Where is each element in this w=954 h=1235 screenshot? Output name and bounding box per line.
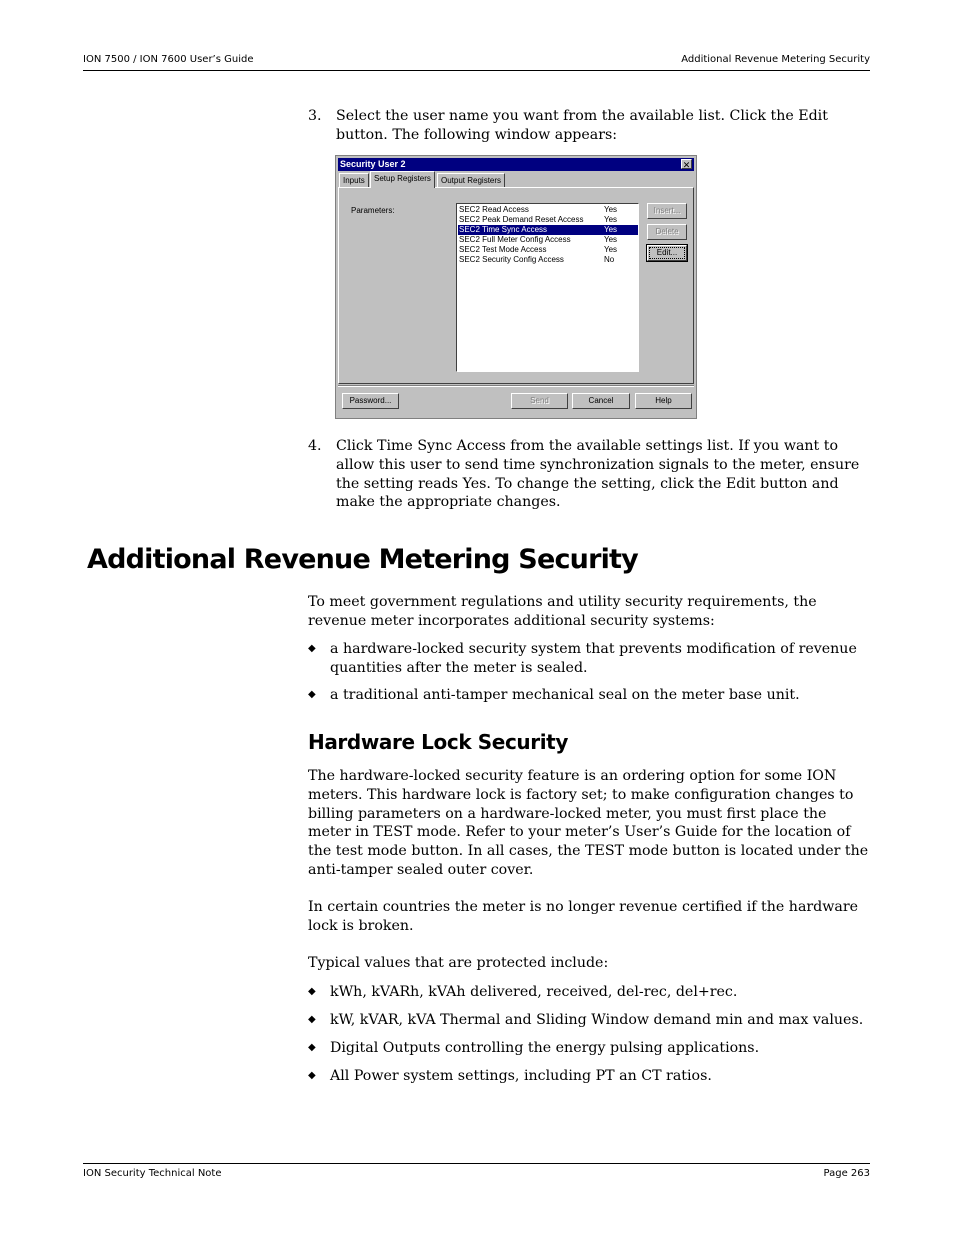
bullet-text: kWh, kVARh, kVAh delivered, received, del-rec, del+rec. <box>330 984 738 1000</box>
parameters-listbox[interactable] <box>456 203 639 372</box>
edit-button[interactable] <box>647 245 687 261</box>
parameters-label: Parameters: <box>351 206 395 215</box>
parameter-value: Yes <box>604 235 618 244</box>
bullet-item <box>308 1039 870 1058</box>
running-footer <box>83 1163 870 1184</box>
header-section-title: Additional Revenue Metering Security <box>681 54 870 65</box>
tab-inputs[interactable]: Inputs <box>339 173 369 187</box>
list-item[interactable] <box>458 205 638 215</box>
help-button[interactable]: Help <box>635 393 692 409</box>
bullet-diamond-icon: ◆ <box>308 643 316 654</box>
parameter-value: Yes <box>604 205 618 214</box>
bullet-text: a traditional anti-tamper mechanical seal on the meter base unit. <box>330 687 800 703</box>
list-item[interactable] <box>458 255 638 265</box>
parameter-value: No <box>604 255 615 264</box>
footer-document-title: ION Security Technical Note <box>83 1168 222 1179</box>
certification-paragraph: In certain countries the meter is no longer revenue certified if the hardware lock is broken. <box>308 899 859 934</box>
page-number: Page 263 <box>823 1168 870 1179</box>
list-item[interactable] <box>458 245 638 255</box>
tab-output-registers[interactable]: Output Registers <box>437 173 505 187</box>
password-button[interactable]: Password... <box>342 393 399 409</box>
running-header <box>83 52 870 71</box>
bullet-diamond-icon: ◆ <box>308 986 316 997</box>
step-text: Select the user name you want from the available list. Click the Edit button. The following window appears: <box>336 108 828 143</box>
step-number: 3. <box>308 108 322 124</box>
list-item[interactable] <box>458 215 638 225</box>
step-number: 4. <box>308 438 322 454</box>
list-item[interactable] <box>458 235 638 245</box>
header-guide-title: ION 7500 / ION 7600 User’s Guide <box>83 54 254 65</box>
protected-values-intro: Typical values that are protected include: <box>308 955 609 971</box>
subsection-heading: Hardware Lock Security <box>308 730 568 754</box>
bullet-text: All Power system settings, including PT an CT ratios. <box>330 1068 712 1084</box>
bullet-diamond-icon: ◆ <box>308 1014 316 1025</box>
step-text: Click Time Sync Access from the available settings list. If you want to allow this user to send time synchronization signals to the meter, ensure the setting reads Yes. To change the setting, click the Edit button and make the appropriate changes. <box>336 438 860 511</box>
send-button[interactable]: Send <box>511 393 568 409</box>
parameter-value: Yes <box>604 215 618 224</box>
delete-button[interactable]: Delete <box>647 224 687 240</box>
bullet-item <box>308 1011 870 1030</box>
bullet-diamond-icon: ◆ <box>308 689 316 700</box>
parameter-name: SEC2 Full Meter Config Access <box>459 235 571 244</box>
dialog-title: Security User 2 <box>340 159 406 169</box>
bullet-diamond-icon: ◆ <box>308 1070 316 1081</box>
security-user-dialog <box>335 155 697 419</box>
step-4 <box>308 437 870 512</box>
parameter-name: SEC2 Time Sync Access <box>459 225 548 234</box>
bullet-text: kW, kVAR, kVA Thermal and Sliding Window demand min and max values. <box>330 1012 864 1028</box>
insert-button[interactable]: Insert... <box>647 203 687 219</box>
parameter-name: SEC2 Peak Demand Reset Access <box>459 215 584 224</box>
bullet-text: a hardware-locked security system that prevents modification of revenue quantities after the meter is sealed. <box>330 641 857 676</box>
parameter-name: SEC2 Read Access <box>459 205 529 214</box>
tab-setup-registers[interactable]: Setup Registers <box>370 171 435 188</box>
parameter-name: SEC2 Security Config Access <box>459 255 564 264</box>
dialog-divider <box>338 385 694 387</box>
edit-button-label: Edit... <box>649 247 685 259</box>
section-intro: To meet government regulations and utility security requirements, the revenue meter incorporates additional security systems: <box>308 594 817 629</box>
bullet-item <box>308 640 870 678</box>
step-3 <box>308 107 870 145</box>
bullet-text: Digital Outputs controlling the energy pulsing applications. <box>330 1040 760 1056</box>
parameter-value: Yes <box>604 245 618 254</box>
dialog-titlebar <box>338 158 694 171</box>
bullet-item <box>308 686 870 705</box>
hardware-lock-paragraph: The hardware-locked security feature is an ordering option for some ION meters. This hardware lock is factory set; to make configuration changes to billing parameters on a hardware-locked meter, you must first place the meter in TEST mode. Refer to your meter’s User’s Guide for the location of the test mode button. In all cases, the TEST mode button is located under the anti-tamper sealed outer cover. <box>308 768 869 878</box>
parameter-name: SEC2 Test Mode Access <box>459 245 547 254</box>
close-icon[interactable]: ✕ <box>682 160 691 170</box>
list-item-selected[interactable] <box>458 225 638 235</box>
section-heading: Additional Revenue Metering Security <box>87 544 638 575</box>
bullet-diamond-icon: ◆ <box>308 1042 316 1053</box>
bullet-item <box>308 1067 870 1086</box>
parameter-value: Yes <box>604 225 618 234</box>
bullet-item <box>308 983 870 1002</box>
cancel-button[interactable]: Cancel <box>572 393 630 409</box>
